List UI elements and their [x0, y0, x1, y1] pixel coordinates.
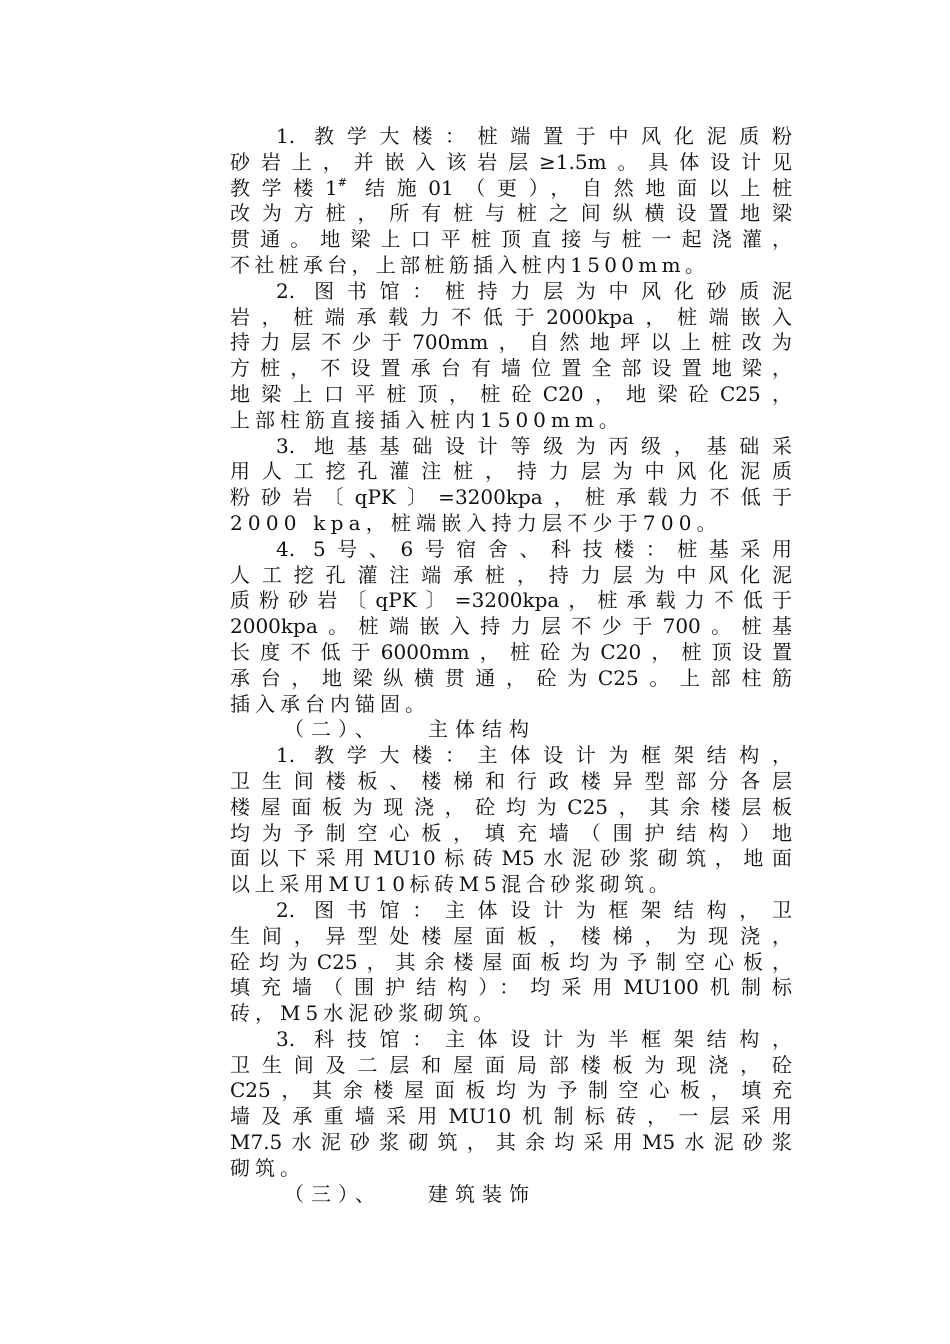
- paragraph-line: [230, 176, 792, 202]
- paragraph-line: 卫生间楼板、楼梯和行政楼异型部分各层: [230, 768, 792, 793]
- section-heading: [230, 1182, 792, 1208]
- paragraph-line: 砖，M5水泥砂浆砌筑。: [230, 1001, 499, 1026]
- paragraph-line: 砂岩上，并嵌入该岩层≥1.5m。具体设计见: [230, 149, 792, 174]
- paragraph-line: M7.5水泥砂浆砌筑，其余均采用M5水泥砂浆: [230, 1130, 792, 1155]
- paragraph-line: 方桩，不设置承台有墙位置全部设置地梁，: [230, 356, 792, 381]
- paragraph-line: 4. 5号、6号宿舍、科技楼：桩基采用: [276, 536, 792, 561]
- paragraph-line: 卫生间及二层和屋面局部楼板为现浇，砼: [230, 1052, 792, 1077]
- paragraph-line: 改为方桩，所有桩与桩之间纵横设置地梁: [230, 201, 792, 226]
- paragraph-line: 砼均为C25，其余楼屋面板均为予制空心板，: [230, 949, 792, 974]
- paragraph-line: 以上采用MU10标砖M5混合砂浆砌筑。: [230, 872, 674, 897]
- paragraph-line: 1. 教学大楼：桩端置于中风化泥质粉: [276, 124, 792, 148]
- paragraph-line: 用人工挖孔灌注桩，持力层为中风化泥质: [230, 459, 792, 484]
- paragraph-line: 生间，异型处楼屋面板，楼梯，为现浇，: [230, 923, 792, 948]
- superscript: #: [337, 175, 347, 189]
- paragraph-line: 不社桩承台，上部桩筋插入桩内1500mm。: [230, 252, 710, 277]
- paragraph-line: 承台，地梁纵横贯通，砼为C25。上部柱筋: [230, 665, 792, 690]
- paragraph-line: 地梁上口平桩顶，桩砼C20，地梁砼C25，: [230, 381, 792, 406]
- section-number: （三）、: [284, 1181, 382, 1206]
- paragraph-text: 结施01（更），自然地面以上桩: [364, 175, 793, 200]
- paragraph-line: 2000 kpa，桩端嵌入持力层不少于700。: [230, 510, 722, 535]
- paragraph-text: 教学楼1: [230, 175, 338, 200]
- paragraph-line: 面以下采用MU10标砖M5水泥砂浆砌筑，地面: [230, 846, 792, 871]
- paragraph-line: 长度不低于6000mm，桩砼为C20，桩顶设置: [230, 639, 792, 664]
- paragraph-line: 上部柱筋直接插入桩内1500mm。: [230, 407, 624, 432]
- paragraph-line: 贯通。地梁上口平桩顶直接与桩一起浇灌，: [230, 227, 792, 252]
- paragraph-line: 墙及承重墙采用MU10机制标砖，一层采用: [230, 1104, 792, 1129]
- paragraph-line: 2. 图书馆：桩持力层为中风化砂质泥: [276, 278, 792, 303]
- paragraph-line: 粉砂岩〔qPK〕=3200kpa，桩承载力不低于: [230, 485, 792, 510]
- paragraph-line: 岩，桩端承载力不低于2000kpa，桩端嵌入: [230, 304, 792, 329]
- section-title: 主体结构: [428, 717, 536, 742]
- paragraph-line: 人工挖孔灌注端承桩，持力层为中风化泥: [230, 562, 792, 587]
- paragraph-line: C25，其余楼屋面板均为予制空心板，填充: [230, 1078, 792, 1103]
- paragraph-line: 持力层不少于700mm，自然地坪以上桩改为: [230, 330, 792, 355]
- section-number: （二）、: [284, 717, 382, 742]
- paragraph-line: 3. 科技馆：主体设计为半框架结构，: [276, 1026, 792, 1051]
- document-body: [230, 124, 792, 1207]
- paragraph-line: 填充墙（围护结构）：均采用MU100机制标: [230, 975, 792, 1000]
- paragraph-line: 3. 地基基础设计等级为丙级，基础采: [276, 433, 792, 458]
- paragraph-line: 质粉砂岩〔qPK〕=3200kpa，桩承载力不低于: [230, 588, 792, 613]
- paragraph-line: 2. 图书馆：主体设计为框架结构，卫: [276, 897, 792, 922]
- paragraph-line: 插入承台内锚固。: [230, 691, 430, 716]
- paragraph-line: 2000kpa。桩端嵌入持力层不少于700。桩基: [230, 614, 792, 639]
- paragraph-line: 砌筑。: [230, 1155, 305, 1180]
- section-heading: [230, 717, 792, 743]
- paragraph-line: 均为予制空心板，填充墙（围护结构）地: [230, 820, 792, 845]
- paragraph-line: 1. 教学大楼：主体设计为框架结构，: [276, 743, 792, 768]
- paragraph-line: 楼屋面板为现浇，砼均为C25，其余楼层板: [230, 794, 792, 819]
- section-title: 建筑装饰: [428, 1181, 536, 1206]
